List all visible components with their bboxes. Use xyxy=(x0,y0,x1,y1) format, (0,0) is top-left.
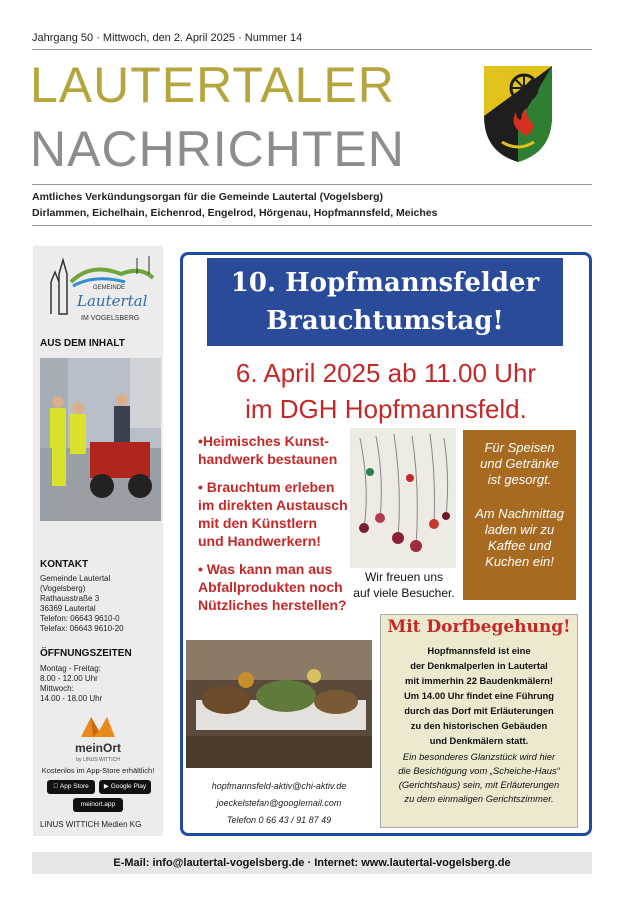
masthead-title-line2: NACHRICHTEN xyxy=(30,121,405,177)
hours-line: Mittwoch: xyxy=(40,684,74,693)
subtitle-line1: Amtliches Verkündungsorgan für die Gemeinde Lautertal (Vogelsberg) xyxy=(32,191,384,203)
lautertal-logo-icon xyxy=(41,252,159,324)
tour-line: Um 14.00 Uhr findet eine Führung xyxy=(403,690,555,701)
logo-main-text: Lautertal xyxy=(77,292,148,310)
banner-line2: Brauchtumstag! xyxy=(266,306,504,336)
hours-heading: ÖFFNUNGSZEITEN xyxy=(40,648,132,659)
masthead-title-line1: LAUTERTALER xyxy=(30,57,395,113)
tour-italic-line: zu dem einmaligen Gerichtszimmer. xyxy=(404,793,554,804)
contact-line: Gemeinde Lautertal xyxy=(40,574,111,583)
tour-title: Mit Dorfbegehung! xyxy=(387,617,571,637)
app-by: by LINUS WITTICH xyxy=(76,757,120,763)
catering-box xyxy=(463,430,576,600)
highlight-item: •Heimisches Kunst- handwerk bestaunen xyxy=(198,433,338,467)
app-store-button[interactable] xyxy=(47,780,95,794)
hours-line: Montag - Freitag: xyxy=(40,664,101,673)
contact-heading: KONTAKT xyxy=(40,559,89,570)
google-play-label: Google Play xyxy=(110,783,147,790)
tour-line: Hopfmannsfeld ist eine xyxy=(427,645,531,656)
sidebar xyxy=(33,246,163,836)
phone-number: Telefon 0 66 43 / 91 87 49 xyxy=(226,815,332,825)
tour-italic-line: die Besichtigung vom „Scheiche-Haus“ xyxy=(398,765,560,776)
google-play-button[interactable] xyxy=(99,780,151,794)
play-icon: ▶ xyxy=(103,783,109,790)
contact-line: 36369 Lautertal xyxy=(40,604,96,613)
tour-line: der Denkmalperlen in Lautertal xyxy=(410,660,548,671)
footer-contact: E-Mail: info@lautertal-vogelsberg.de · Internet: www.lautertal-vogelsberg.de xyxy=(32,852,592,874)
village-tour-box xyxy=(380,614,578,828)
contact-block xyxy=(40,574,124,634)
hours-line: 8.00 - 12.00 Uhr xyxy=(40,674,98,683)
logo-top-text: GEMEINDE xyxy=(93,285,126,291)
header-rule-mid xyxy=(32,184,592,185)
email-link[interactable]: hopfmannsfeld-aktiv@chi-aktiv.de xyxy=(211,781,347,791)
hours-block xyxy=(40,664,102,704)
cake-text: Am Nachmittag laden wir zu Kaffee und Kuchen ein! xyxy=(475,506,564,569)
tour-highlight xyxy=(381,750,577,806)
event-venue: im DGH Hopfmannsfeld. xyxy=(245,394,527,424)
event-highlights xyxy=(198,432,348,624)
contact-line: Telefax: 06643 9610-20 xyxy=(40,624,124,633)
app-store-label: App Store xyxy=(56,783,86,790)
banner-line1: 10. Hopfmannsfelder xyxy=(230,268,540,298)
web-app-label: meinort.app xyxy=(80,801,116,808)
event-date: 6. April 2025 ab 11.00 Uhr xyxy=(235,358,537,388)
food-text: Für Speisen und Getränke ist gesorgt. xyxy=(480,440,559,487)
highlight-item: • Was kann man aus Abfallprodukten noch Nützliches herstellen? xyxy=(198,561,347,613)
tour-italic-line: (Gerichtshaus) sein, mit Erläuterungen xyxy=(398,779,560,790)
header-rule-top xyxy=(32,49,592,50)
tour-description xyxy=(381,643,577,748)
tour-line: zu den historischen Gebäuden xyxy=(410,720,548,731)
highlight-item: • Brauchtum erleben im direkten Austausch mit den Künstlern und Handwerkern! xyxy=(198,479,348,549)
crafts-photo xyxy=(186,640,372,768)
contact-line: Rathausstraße 3 xyxy=(40,594,100,603)
meinort-logo-icon xyxy=(79,713,117,739)
contact-line: (Vogelsberg) xyxy=(40,584,86,593)
email-link[interactable]: joeckelstefan@googlemail.com xyxy=(216,798,342,808)
workers-photo xyxy=(40,358,161,521)
subtitle-line2: Dirlammen, Eichelhain, Eichenrod, Engelrod, Hörgenau, Hopfmannsfeld, Meiches xyxy=(32,207,438,219)
logo-sub-text: IM VOGELSBERG xyxy=(81,315,140,322)
contact-line: Telefon: 06643 9610-0 xyxy=(40,614,120,623)
tour-line: und Denkmälern statt. xyxy=(429,735,529,746)
tour-line: durch das Dorf mit Erläuterungen xyxy=(404,705,554,716)
app-name: meinOrt xyxy=(74,741,121,755)
hours-line: 14.00 - 18.00 Uhr xyxy=(40,694,103,703)
publisher: LINUS WITTICH Medien KG xyxy=(40,820,142,829)
coat-of-arms-icon xyxy=(482,64,554,164)
apple-icon xyxy=(53,783,58,790)
caption-line1: Wir freuen uns xyxy=(364,570,444,584)
tour-line: mit immerhin 22 Baudenkmälern! xyxy=(405,675,553,686)
jewelry-photo xyxy=(350,428,456,568)
event-banner xyxy=(207,258,563,346)
contact-info xyxy=(186,778,372,829)
header-rule-bottom xyxy=(32,225,592,226)
app-store-note: Kostenlos im App-Store erhältlich! xyxy=(41,766,155,775)
caption-line2: auf viele Besucher. xyxy=(353,586,455,600)
tour-italic-line: Ein besonderes Glanzstück wird hier xyxy=(402,751,556,762)
jewelry-caption xyxy=(345,569,463,601)
issue-line: Jahrgang 50 · Mittwoch, den 2. April 2025 · Nummer 14 xyxy=(32,32,303,44)
contents-heading: AUS DEM INHALT xyxy=(40,338,125,349)
web-app-button[interactable] xyxy=(73,798,123,812)
